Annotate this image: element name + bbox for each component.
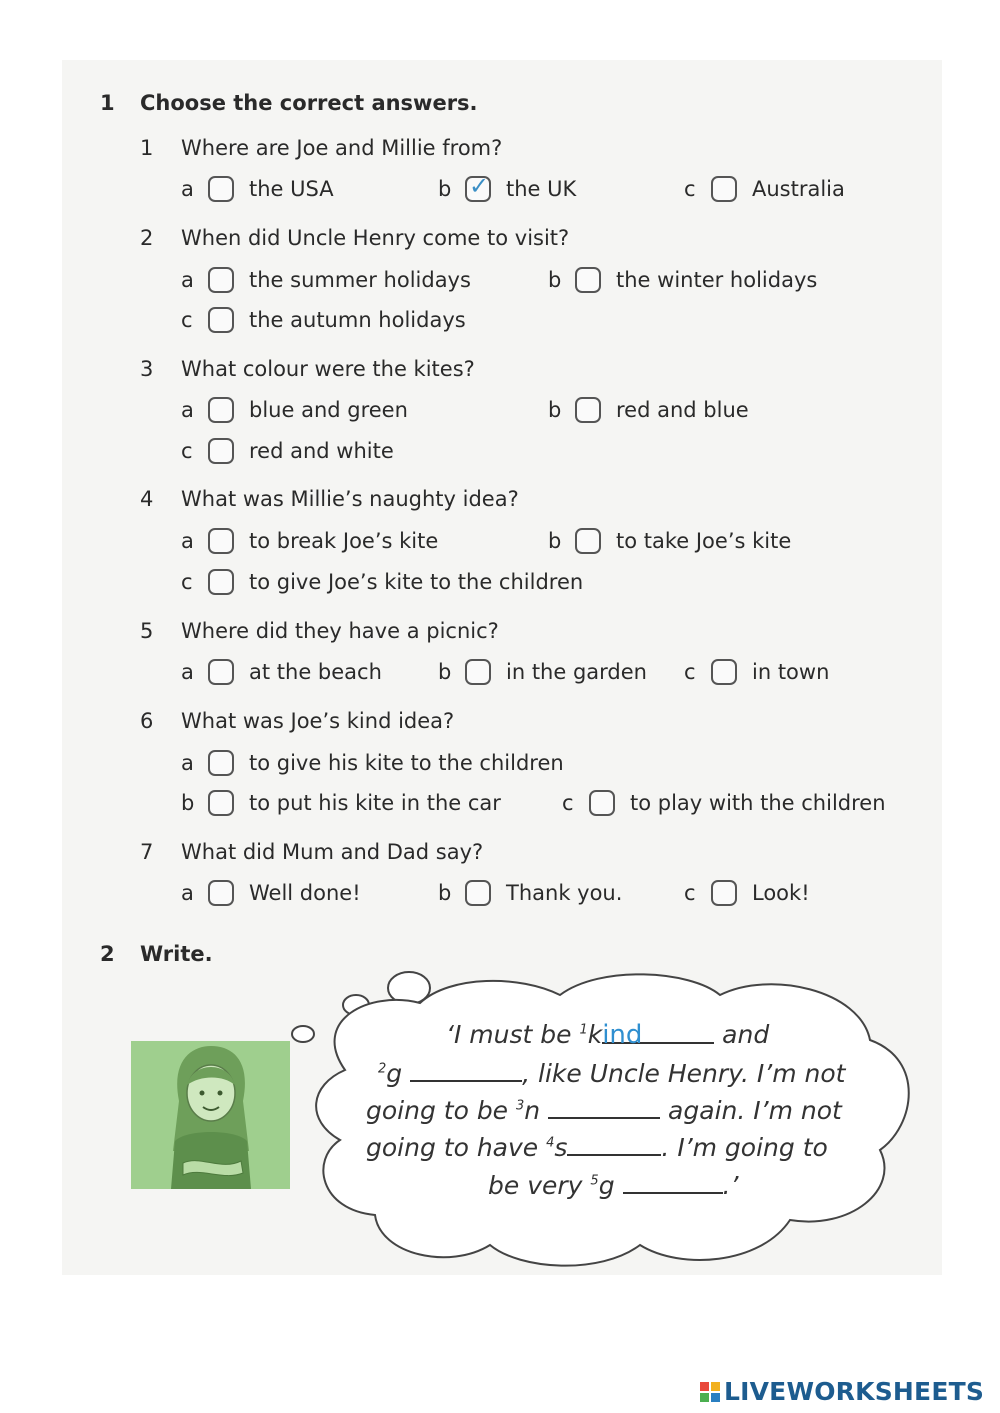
blank-3-number: 3	[516, 1098, 525, 1114]
blank-1-field[interactable]	[602, 1020, 714, 1050]
option-letter: c	[684, 881, 696, 905]
option-text: red and blue	[616, 398, 749, 422]
blank-2-number: 2	[378, 1061, 387, 1077]
line-1-open: ‘I must be	[446, 1020, 580, 1049]
girl-drawing	[131, 1041, 290, 1189]
bubble-line-3	[366, 1095, 842, 1125]
option-letter: c	[181, 308, 193, 332]
line-2-after: , like Uncle Henry. I’m not	[522, 1059, 846, 1088]
option-letter: b	[438, 177, 452, 201]
option-letter: a	[181, 177, 194, 201]
option-text: red and white	[249, 439, 394, 463]
blank-4-number: 4	[546, 1135, 555, 1151]
section-1-title: Choose the correct answers.	[140, 91, 478, 115]
section-2-title: Write.	[140, 942, 213, 966]
blank-1-number: 1	[579, 1022, 588, 1038]
question-7-text: What did Mum and Dad say?	[181, 840, 484, 864]
option-letter: a	[181, 660, 194, 684]
question-2-number: 2	[140, 226, 154, 250]
option-text: in the garden	[506, 660, 647, 684]
line-4-before: going to have	[366, 1133, 547, 1162]
option-letter: a	[181, 529, 194, 553]
option-text: blue and green	[249, 398, 408, 422]
blank-3-letter: n	[524, 1096, 541, 1125]
logo-text: LIVEWORKSHEETS	[724, 1377, 985, 1406]
question-5-text: Where did they have a picnic?	[181, 619, 499, 643]
question-1-text: Where are Joe and Millie from?	[181, 136, 503, 160]
option-text: at the beach	[249, 660, 382, 684]
logo-square	[700, 1393, 709, 1402]
option-text: to put his kite in the car	[249, 791, 501, 815]
blank-5-number: 5	[590, 1173, 599, 1189]
millie-illustration	[131, 1041, 290, 1189]
question-4-text: What was Millie’s naughty idea?	[181, 487, 519, 511]
option-text: Thank you.	[506, 881, 623, 905]
option-letter: c	[684, 177, 696, 201]
option-letter: b	[438, 660, 452, 684]
bubble-line-1	[446, 1020, 769, 1049]
option-text: the summer holidays	[249, 268, 471, 292]
question-3-number: 3	[140, 357, 154, 381]
question-7-number: 7	[140, 840, 154, 864]
blank-3-field[interactable]	[548, 1095, 660, 1119]
blank-4-field[interactable]	[567, 1132, 661, 1156]
logo-square	[700, 1382, 709, 1391]
bubble-line-2	[378, 1058, 845, 1088]
option-letter: a	[181, 268, 194, 292]
logo-square	[711, 1382, 720, 1391]
option-letter: b	[548, 529, 562, 553]
option-text: the autumn holidays	[249, 308, 466, 332]
option-text: the UK	[506, 177, 577, 201]
blank-4-letter: s	[554, 1133, 568, 1162]
blank-2-letter: g	[386, 1059, 403, 1088]
blank-1-answer: ind	[602, 1020, 643, 1050]
option-text: the USA	[249, 177, 334, 201]
option-text: Australia	[752, 177, 845, 201]
bubble-line-4	[366, 1132, 828, 1162]
option-letter: b	[548, 268, 562, 292]
option-letter: c	[181, 570, 193, 594]
line-5-after: .’	[722, 1171, 739, 1200]
option-text: to break Joe’s kite	[249, 529, 439, 553]
option-letter: a	[181, 398, 194, 422]
option-letter: a	[181, 881, 194, 905]
option-letter: c	[684, 660, 696, 684]
question-2-text: When did Uncle Henry come to visit?	[181, 226, 570, 250]
question-6-text: What was Joe’s kind idea?	[181, 709, 455, 733]
option-letter: c	[181, 439, 193, 463]
option-text: Look!	[752, 881, 810, 905]
blank-1-letter: k	[587, 1020, 603, 1049]
question-3-text: What colour were the kites?	[181, 357, 475, 381]
option-text: in town	[752, 660, 830, 684]
line-5-before: be very	[488, 1171, 591, 1200]
bubble-line-5	[488, 1170, 738, 1200]
line-3-before: going to be	[366, 1096, 517, 1125]
line-4-after: . I’m going to	[661, 1133, 828, 1162]
section-1-number: 1	[100, 91, 115, 115]
question-4-number: 4	[140, 487, 154, 511]
blank-5-field[interactable]	[623, 1170, 723, 1194]
logo-square	[711, 1393, 720, 1402]
option-letter: b	[181, 791, 195, 815]
question-6-number: 6	[140, 709, 154, 733]
section-2-number: 2	[100, 942, 115, 966]
line-3-after: again. I’m not	[660, 1096, 842, 1125]
option-text: the winter holidays	[616, 268, 818, 292]
option-text: Well done!	[249, 881, 361, 905]
option-text: to play with the children	[630, 791, 886, 815]
option-letter: a	[181, 751, 194, 775]
logo-icon	[700, 1382, 720, 1402]
line-1-after: and	[714, 1020, 770, 1049]
option-letter: c	[562, 791, 574, 815]
question-1-number: 1	[140, 136, 154, 160]
option-text: to give Joe’s kite to the children	[249, 570, 584, 594]
option-letter: b	[548, 398, 562, 422]
blank-5-letter: g	[598, 1171, 615, 1200]
option-text: to take Joe’s kite	[616, 529, 792, 553]
liveworksheets-logo	[700, 1377, 984, 1406]
option-text: to give his kite to the children	[249, 751, 564, 775]
question-5-number: 5	[140, 619, 154, 643]
blank-2-field[interactable]	[410, 1058, 522, 1082]
option-letter: b	[438, 881, 452, 905]
